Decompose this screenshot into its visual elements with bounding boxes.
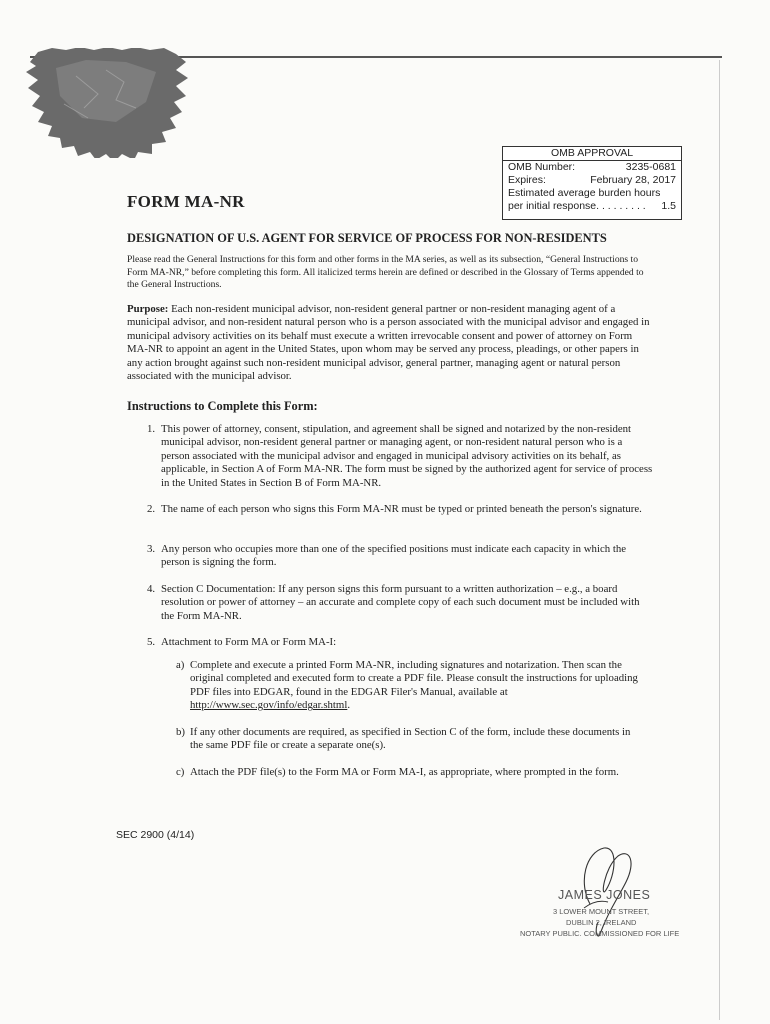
instruction-item	[147, 423, 653, 490]
seal-icon	[26, 48, 192, 158]
purpose-paragraph	[127, 303, 652, 383]
intro-paragraph: Please read the General Instructions for this form and other forms in the MA series, as well as its subsection, “General Instructions to Form MA-NR,” before completing this form. All italicized terms herein are defined or described in the Glossary of Terms appended to the General Instructions.	[127, 254, 644, 291]
subitem-letter: c)	[176, 766, 185, 778]
item-text: Section C Documentation: If any person signs this form pursuant to a written authorization – e.g., a board resolution or power of attorney – an accurate and complete copy of each such document must be included with the Form MA-NR.	[161, 583, 640, 622]
form-title: FORM MA-NR	[127, 192, 245, 211]
omb-number-value: 3235-0681	[625, 161, 676, 173]
instruction-item	[147, 503, 653, 516]
item-number: 2.	[147, 503, 156, 515]
purpose-text: Each non-resident municipal advisor, non-resident general partner or non-resident managing agent of a municipal advisor, and non-resident natural person who is a person associated with the municipal advisor and engaged in municipal advisory activities on its behalf must execute a written irrevocable consent and power of attorney on Form MA-NR to appoint an agent in the United States, upon whom may be served any process, pleadings, or other papers in any action brought against such non-resident municipal advisor, general partner, managing agent or natural person associated with the municipal advisor.	[127, 303, 650, 383]
subitem-text-body: Complete and execute a printed Form MA-NR, including signatures and notarization. Then scan the original completed and executed form to create a PDF file. Please consult the instructions for uploading PDF files into EDGAR, found in the EDGAR Filer's Manual, available at	[190, 659, 638, 698]
omb-expires-label: Expires:	[508, 174, 546, 186]
omb-expires-row	[503, 174, 681, 187]
notary-address-line2: DUBLIN 2, IRELAND	[566, 918, 637, 927]
omb-burden-value: 1.5	[661, 200, 676, 212]
omb-burden-line1: Estimated average burden hours	[508, 187, 661, 199]
attachment-subitem	[176, 726, 646, 753]
subitem-text: Attach the PDF file(s) to the Form MA or Form MA-I, as appropriate, where prompted in the form.	[190, 766, 619, 778]
designation-heading: DESIGNATION OF U.S. AGENT FOR SERVICE OF PROCESS FOR NON-RESIDENTS	[127, 231, 607, 245]
subitem-letter: b)	[176, 726, 185, 738]
item-number: 3.	[147, 543, 156, 555]
notary-name: JAMES JONES	[558, 888, 651, 902]
instructions-heading: Instructions to Complete this Form:	[127, 399, 318, 413]
item-number: 5.	[147, 636, 156, 648]
omb-burden-line2: per initial response. . . . . . . . .	[508, 200, 646, 212]
notary-title: NOTARY PUBLIC. COMMISSIONED FOR LIFE	[520, 929, 680, 938]
item-text: Any person who occupies more than one of the specified positions must indicate each capacity in which the person is signing the form.	[161, 543, 627, 569]
subitem-text	[190, 659, 646, 713]
instruction-item	[147, 583, 653, 623]
omb-title: OMB APPROVAL	[503, 147, 681, 161]
omb-approval-box	[502, 146, 682, 220]
notary-address-line1: 3 LOWER MOUNT STREET,	[553, 907, 650, 916]
omb-burden-line2-row	[503, 200, 681, 213]
omb-expires-value: February 28, 2017	[590, 174, 676, 186]
instruction-item	[147, 636, 653, 649]
attachment-subitem	[176, 659, 646, 713]
attachment-subitem	[176, 766, 646, 779]
edgar-link[interactable]: http://www.sec.gov/info/edgar.shtml	[190, 699, 348, 712]
right-edge-line	[719, 60, 720, 1020]
item-text: Attachment to Form MA or Form MA-I:	[161, 636, 337, 648]
purpose-label: Purpose:	[127, 303, 169, 315]
omb-number-row	[503, 161, 681, 174]
subitem-text-end: .	[347, 699, 351, 712]
form-code: SEC 2900 (4/14)	[116, 829, 195, 841]
item-number: 1.	[147, 423, 156, 435]
item-text: This power of attorney, consent, stipulation, and agreement shall be signed and notarized by the non-resident municipal advisor, non-resident general partner or managing agent, or non-resident natural person who is a person associated with the municipal advisor and engaged in municipal advisory activities on its behalf, as applicable, in Section A of Form MA-NR. The form must be signed by the authorized agent for service of process in the United States in Section B of Form MA-NR.	[161, 423, 653, 489]
instruction-item	[147, 543, 653, 570]
item-text: The name of each person who signs this Form MA-NR must be typed or printed beneath the person's signature.	[161, 503, 642, 515]
notary-stamp	[508, 842, 708, 952]
item-number: 4.	[147, 583, 156, 595]
subitem-text: If any other documents are required, as specified in Section C of the form, include these documents in the same PDF file or create a separate one(s).	[190, 726, 631, 752]
omb-number-label: OMB Number:	[508, 161, 576, 173]
subitem-letter: a)	[176, 659, 185, 671]
